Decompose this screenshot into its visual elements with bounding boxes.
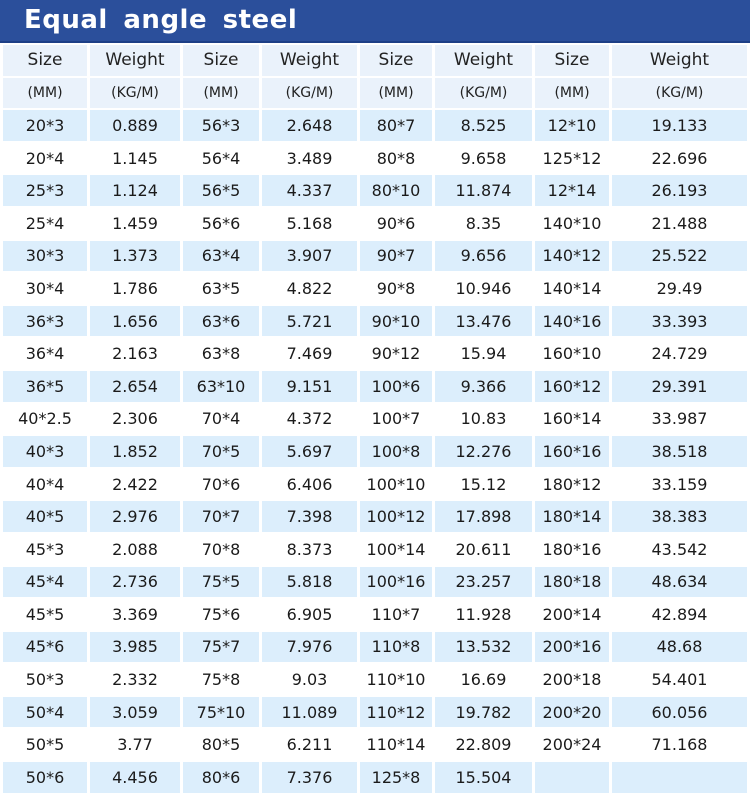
weight-cell: 9.658 xyxy=(435,143,532,174)
unit-label: (KG/M) xyxy=(435,78,532,109)
table-row xyxy=(3,241,747,272)
weight-cell: 21.488 xyxy=(612,208,747,239)
weight-cell: 42.894 xyxy=(612,599,747,630)
weight-cell: 7.976 xyxy=(262,632,357,663)
table-row xyxy=(3,501,747,532)
size-cell: 125*12 xyxy=(535,143,609,174)
weight-cell: 12.276 xyxy=(435,436,532,467)
size-cell: 12*10 xyxy=(535,110,609,141)
weight-cell: 5.818 xyxy=(262,567,357,598)
weight-cell: 6.905 xyxy=(262,599,357,630)
size-cell: 90*7 xyxy=(360,241,432,272)
weight-cell: 7.376 xyxy=(262,762,357,793)
unit-label: (MM) xyxy=(183,78,259,109)
weight-cell: 20.611 xyxy=(435,534,532,565)
size-cell: 20*3 xyxy=(3,110,87,141)
size-cell: 70*8 xyxy=(183,534,259,565)
table-row xyxy=(3,632,747,663)
size-cell: 70*7 xyxy=(183,501,259,532)
size-cell: 50*6 xyxy=(3,762,87,793)
size-cell: 63*4 xyxy=(183,241,259,272)
weight-cell: 71.168 xyxy=(612,729,747,760)
size-cell: 110*14 xyxy=(360,729,432,760)
weight-cell: 5.168 xyxy=(262,208,357,239)
unit-label: (KG/M) xyxy=(262,78,357,109)
weight-cell: 8.373 xyxy=(262,534,357,565)
weight-cell: 3.489 xyxy=(262,143,357,174)
table-row xyxy=(3,599,747,630)
column-header: Size xyxy=(183,45,259,76)
weight-cell: 7.469 xyxy=(262,338,357,369)
unit-label: (KG/M) xyxy=(90,78,180,109)
column-header: Size xyxy=(3,45,87,76)
weight-cell: 38.518 xyxy=(612,436,747,467)
weight-cell: 2.088 xyxy=(90,534,180,565)
size-cell: 45*6 xyxy=(3,632,87,663)
table-row xyxy=(3,664,747,695)
weight-cell: 4.456 xyxy=(90,762,180,793)
size-cell: 160*14 xyxy=(535,404,609,435)
weight-cell: 5.721 xyxy=(262,306,357,337)
angle-steel-table xyxy=(0,43,750,795)
weight-cell: 9.151 xyxy=(262,371,357,402)
size-cell: 180*16 xyxy=(535,534,609,565)
table-row xyxy=(3,534,747,565)
size-cell: 56*5 xyxy=(183,175,259,206)
weight-cell: 10.83 xyxy=(435,404,532,435)
column-header: Weight xyxy=(435,45,532,76)
size-cell: 110*12 xyxy=(360,697,432,728)
weight-cell: 1.373 xyxy=(90,241,180,272)
weight-cell: 5.697 xyxy=(262,436,357,467)
size-cell: 30*3 xyxy=(3,241,87,272)
size-cell: 56*6 xyxy=(183,208,259,239)
table-row xyxy=(3,110,747,141)
table-row xyxy=(3,143,747,174)
size-cell: 80*7 xyxy=(360,110,432,141)
weight-cell: 13.476 xyxy=(435,306,532,337)
column-header: Weight xyxy=(262,45,357,76)
column-header: Size xyxy=(535,45,609,76)
weight-cell: 9.656 xyxy=(435,241,532,272)
size-cell: 70*4 xyxy=(183,404,259,435)
weight-cell: 3.985 xyxy=(90,632,180,663)
weight-cell: 22.696 xyxy=(612,143,747,174)
size-cell: 45*4 xyxy=(3,567,87,598)
weight-cell: 43.542 xyxy=(612,534,747,565)
size-cell: 56*4 xyxy=(183,143,259,174)
weight-cell: 38.383 xyxy=(612,501,747,532)
weight-cell: 7.398 xyxy=(262,501,357,532)
size-cell: 63*5 xyxy=(183,273,259,304)
weight-cell: 6.406 xyxy=(262,469,357,500)
size-cell: 90*8 xyxy=(360,273,432,304)
size-cell: 140*10 xyxy=(535,208,609,239)
size-cell: 75*7 xyxy=(183,632,259,663)
size-cell: 200*24 xyxy=(535,729,609,760)
size-cell: 200*14 xyxy=(535,599,609,630)
table-row xyxy=(3,175,747,206)
title-bar xyxy=(0,0,750,43)
weight-cell: 54.401 xyxy=(612,664,747,695)
weight-cell: 1.145 xyxy=(90,143,180,174)
weight-cell: 2.736 xyxy=(90,567,180,598)
weight-cell: 9.03 xyxy=(262,664,357,695)
weight-cell: 2.163 xyxy=(90,338,180,369)
size-cell: 180*14 xyxy=(535,501,609,532)
weight-cell: 60.056 xyxy=(612,697,747,728)
weight-cell: 17.898 xyxy=(435,501,532,532)
size-cell: 90*12 xyxy=(360,338,432,369)
weight-cell: 4.337 xyxy=(262,175,357,206)
weight-cell: 2.976 xyxy=(90,501,180,532)
weight-cell: 48.68 xyxy=(612,632,747,663)
unit-label: (MM) xyxy=(535,78,609,109)
weight-cell: 0.889 xyxy=(90,110,180,141)
weight-cell: 1.852 xyxy=(90,436,180,467)
size-cell: 80*5 xyxy=(183,729,259,760)
size-cell: 110*10 xyxy=(360,664,432,695)
weight-cell: 3.77 xyxy=(90,729,180,760)
size-cell: 70*6 xyxy=(183,469,259,500)
size-cell: 75*6 xyxy=(183,599,259,630)
size-cell: 80*8 xyxy=(360,143,432,174)
size-cell: 90*10 xyxy=(360,306,432,337)
unit-row xyxy=(3,78,747,109)
weight-cell: 11.928 xyxy=(435,599,532,630)
size-cell: 180*18 xyxy=(535,567,609,598)
table-row xyxy=(3,404,747,435)
size-cell: 50*4 xyxy=(3,697,87,728)
size-cell: 40*2.5 xyxy=(3,404,87,435)
size-cell: 75*8 xyxy=(183,664,259,695)
weight-cell: 2.422 xyxy=(90,469,180,500)
weight-cell: 19.133 xyxy=(612,110,747,141)
size-cell: 160*16 xyxy=(535,436,609,467)
unit-label: (MM) xyxy=(3,78,87,109)
size-cell: 100*14 xyxy=(360,534,432,565)
size-cell: 30*4 xyxy=(3,273,87,304)
weight-cell: 9.366 xyxy=(435,371,532,402)
table-row xyxy=(3,338,747,369)
size-cell: 100*6 xyxy=(360,371,432,402)
size-cell: 40*3 xyxy=(3,436,87,467)
size-cell: 63*8 xyxy=(183,338,259,369)
table-row xyxy=(3,469,747,500)
weight-cell: 1.656 xyxy=(90,306,180,337)
size-cell: 40*5 xyxy=(3,501,87,532)
size-cell: 160*10 xyxy=(535,338,609,369)
size-cell: 80*10 xyxy=(360,175,432,206)
weight-cell: 3.369 xyxy=(90,599,180,630)
unit-label: (MM) xyxy=(360,78,432,109)
weight-cell: 33.393 xyxy=(612,306,747,337)
table-row xyxy=(3,208,747,239)
size-cell: 70*5 xyxy=(183,436,259,467)
weight-cell: 26.193 xyxy=(612,175,747,206)
size-cell: 140*16 xyxy=(535,306,609,337)
page-title: Equal angle steel xyxy=(24,5,298,35)
weight-cell: 11.089 xyxy=(262,697,357,728)
weight-cell: 13.532 xyxy=(435,632,532,663)
weight-cell: 2.648 xyxy=(262,110,357,141)
size-cell: 75*5 xyxy=(183,567,259,598)
size-cell: 200*16 xyxy=(535,632,609,663)
size-cell: 100*7 xyxy=(360,404,432,435)
weight-cell: 25.522 xyxy=(612,241,747,272)
weight-cell: 3.907 xyxy=(262,241,357,272)
table-row xyxy=(3,697,747,728)
size-cell xyxy=(535,762,609,793)
table-row xyxy=(3,729,747,760)
weight-cell: 1.124 xyxy=(90,175,180,206)
header-row xyxy=(3,45,747,76)
size-cell: 50*3 xyxy=(3,664,87,695)
table-row xyxy=(3,762,747,793)
column-header: Size xyxy=(360,45,432,76)
size-cell: 100*16 xyxy=(360,567,432,598)
weight-cell: 15.504 xyxy=(435,762,532,793)
weight-cell: 1.459 xyxy=(90,208,180,239)
weight-cell: 2.306 xyxy=(90,404,180,435)
size-cell: 160*12 xyxy=(535,371,609,402)
size-cell: 100*8 xyxy=(360,436,432,467)
table-row xyxy=(3,273,747,304)
size-cell: 90*6 xyxy=(360,208,432,239)
size-cell: 45*3 xyxy=(3,534,87,565)
size-cell: 36*3 xyxy=(3,306,87,337)
size-cell: 125*8 xyxy=(360,762,432,793)
weight-cell: 3.059 xyxy=(90,697,180,728)
weight-cell: 6.211 xyxy=(262,729,357,760)
weight-cell: 33.159 xyxy=(612,469,747,500)
weight-cell: 29.391 xyxy=(612,371,747,402)
weight-cell: 15.94 xyxy=(435,338,532,369)
weight-cell: 4.822 xyxy=(262,273,357,304)
size-cell: 25*4 xyxy=(3,208,87,239)
size-cell: 20*4 xyxy=(3,143,87,174)
size-cell: 50*5 xyxy=(3,729,87,760)
size-cell: 36*5 xyxy=(3,371,87,402)
column-header: Weight xyxy=(90,45,180,76)
weight-cell: 15.12 xyxy=(435,469,532,500)
column-header: Weight xyxy=(612,45,747,76)
weight-cell: 23.257 xyxy=(435,567,532,598)
size-cell: 100*12 xyxy=(360,501,432,532)
size-cell: 200*20 xyxy=(535,697,609,728)
size-cell: 56*3 xyxy=(183,110,259,141)
weight-cell: 8.525 xyxy=(435,110,532,141)
weight-cell: 2.654 xyxy=(90,371,180,402)
table-row xyxy=(3,306,747,337)
weight-cell: 22.809 xyxy=(435,729,532,760)
weight-cell: 19.782 xyxy=(435,697,532,728)
weight-cell: 48.634 xyxy=(612,567,747,598)
size-cell: 40*4 xyxy=(3,469,87,500)
size-cell: 63*6 xyxy=(183,306,259,337)
weight-cell: 33.987 xyxy=(612,404,747,435)
weight-cell: 10.946 xyxy=(435,273,532,304)
weight-cell: 29.49 xyxy=(612,273,747,304)
weight-cell: 1.786 xyxy=(90,273,180,304)
table-row xyxy=(3,371,747,402)
weight-cell: 16.69 xyxy=(435,664,532,695)
size-cell: 100*10 xyxy=(360,469,432,500)
size-cell: 140*14 xyxy=(535,273,609,304)
size-cell: 45*5 xyxy=(3,599,87,630)
size-cell: 140*12 xyxy=(535,241,609,272)
size-cell: 12*14 xyxy=(535,175,609,206)
size-cell: 110*8 xyxy=(360,632,432,663)
size-cell: 200*18 xyxy=(535,664,609,695)
table-row xyxy=(3,567,747,598)
weight-cell: 2.332 xyxy=(90,664,180,695)
weight-cell: 11.874 xyxy=(435,175,532,206)
weight-cell: 8.35 xyxy=(435,208,532,239)
size-cell: 63*10 xyxy=(183,371,259,402)
weight-cell xyxy=(612,762,747,793)
size-cell: 75*10 xyxy=(183,697,259,728)
weight-cell: 4.372 xyxy=(262,404,357,435)
size-cell: 25*3 xyxy=(3,175,87,206)
size-cell: 80*6 xyxy=(183,762,259,793)
table-row xyxy=(3,436,747,467)
size-cell: 110*7 xyxy=(360,599,432,630)
size-cell: 180*12 xyxy=(535,469,609,500)
unit-label: (KG/M) xyxy=(612,78,747,109)
size-cell: 36*4 xyxy=(3,338,87,369)
weight-cell: 24.729 xyxy=(612,338,747,369)
